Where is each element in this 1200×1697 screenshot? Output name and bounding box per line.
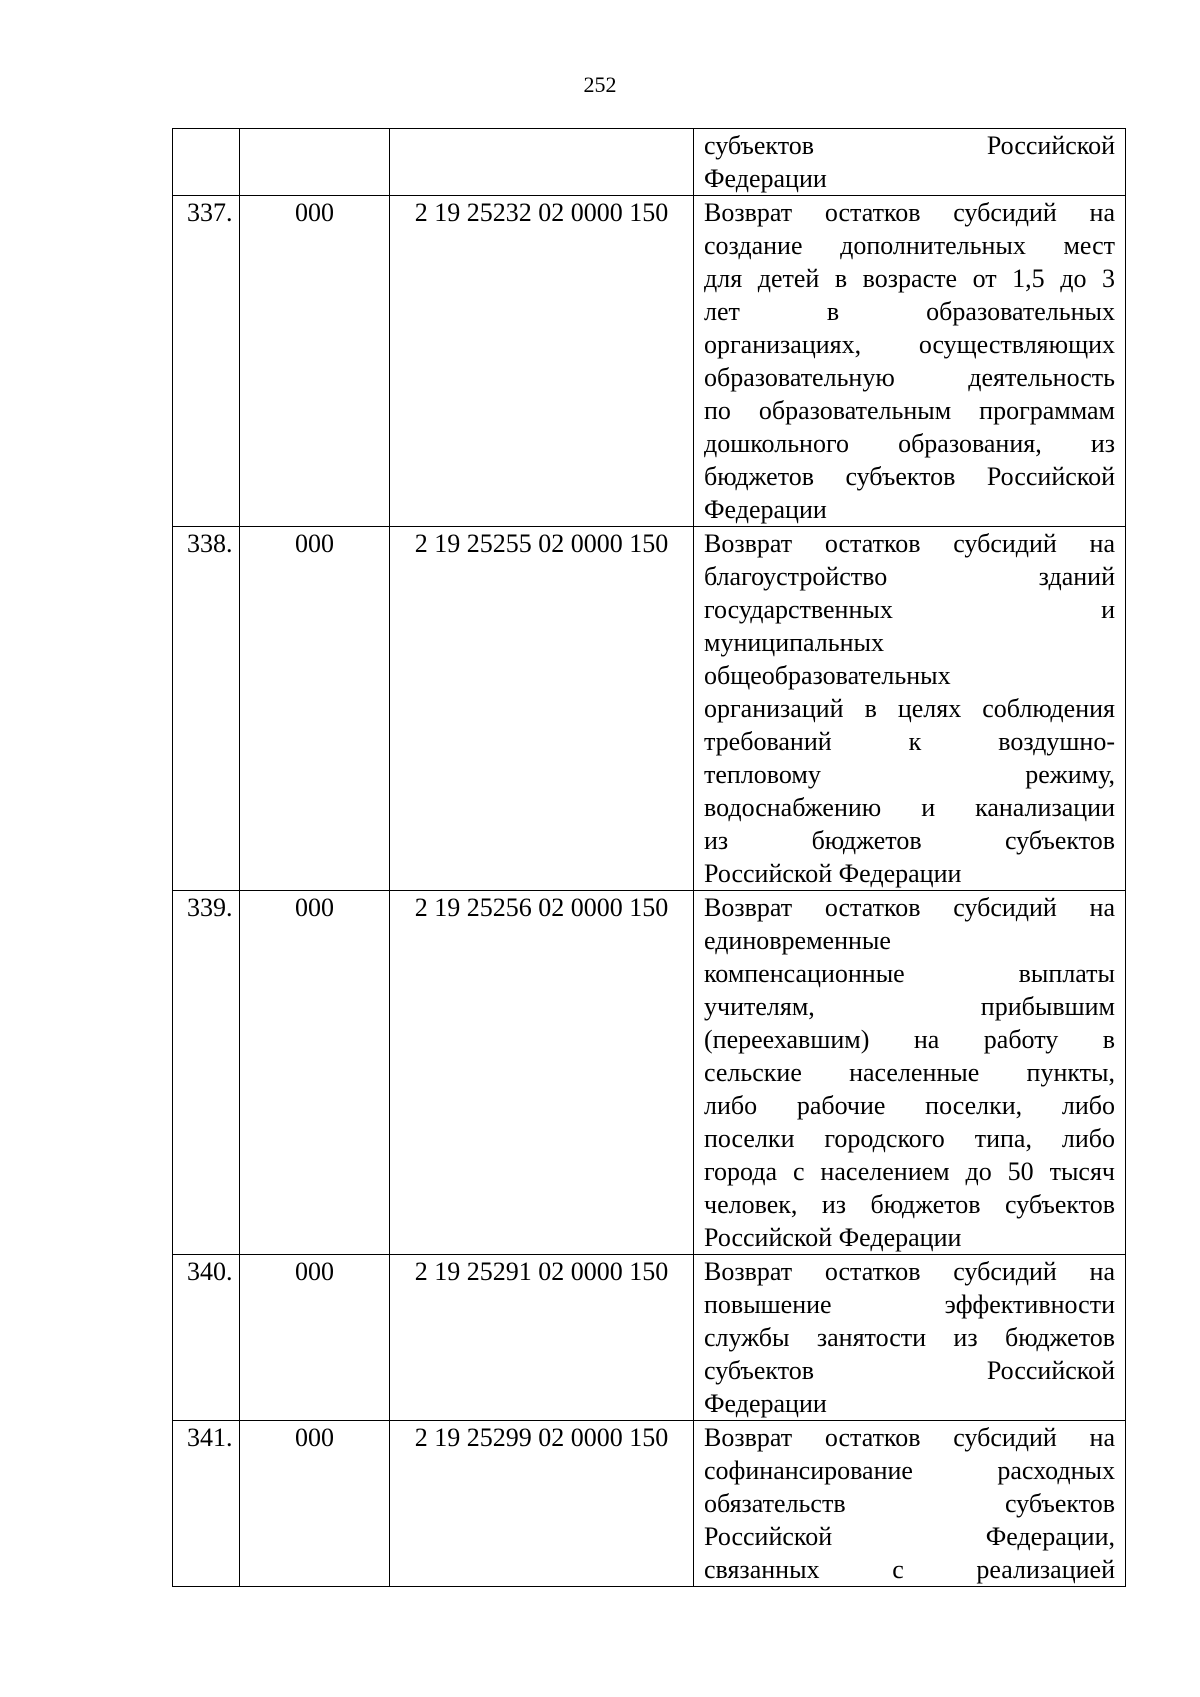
description-line: единовременные: [704, 926, 891, 955]
description-line: повышение эффективности: [704, 1290, 1115, 1319]
budget-classification-code: 2 19 25256 02 0000 150: [390, 891, 694, 1255]
description-line: Российской Федерации: [704, 859, 962, 888]
table-body: [173, 129, 1126, 1587]
budget-classification-table: [172, 128, 1126, 1587]
description-line: (переехавшим) на работу в: [704, 1025, 1115, 1054]
budget-classification-code: 2 19 25299 02 0000 150: [390, 1421, 694, 1587]
row-number: 338.: [173, 527, 240, 891]
description-line: софинансирование расходных: [704, 1456, 1115, 1485]
description-line: бюджетов субъектов Российской: [704, 462, 1115, 491]
description-line: службы занятости из бюджетов: [704, 1323, 1115, 1352]
table-row: [173, 891, 1126, 1255]
description-line: учителям, прибывшим: [704, 992, 1115, 1021]
table-row: [173, 527, 1126, 891]
description-line: связанных с реализацией: [704, 1555, 1115, 1584]
description-line: Возврат остатков субсидий на: [704, 198, 1115, 227]
description-line: субъектов Российской: [704, 131, 1115, 160]
description-line: Российской Федерации,: [704, 1522, 1115, 1551]
description-line: для детей в возрасте от 1,5 до 3: [704, 264, 1115, 293]
administrator-code: 000: [240, 196, 390, 527]
description-line: Федерации: [704, 1389, 827, 1418]
description-line: Возврат остатков субсидий на: [704, 1423, 1115, 1452]
description-line: Федерации: [704, 164, 827, 193]
description-line: общеобразовательных: [704, 661, 951, 690]
page-number: 252: [583, 72, 617, 97]
description-line: муниципальных: [704, 628, 885, 657]
row-number: 341.: [173, 1421, 240, 1587]
administrator-code: 000: [240, 1255, 390, 1421]
row-number: 339.: [173, 891, 240, 1255]
table-row: [173, 196, 1126, 527]
administrator-code: 000: [240, 891, 390, 1255]
description-line: государственных и: [704, 595, 1115, 624]
table-row: [173, 1421, 1126, 1587]
description-line: Возврат остатков субсидий на: [704, 1257, 1115, 1286]
description-line: организациях, осуществляющих: [704, 330, 1115, 359]
description-line: требований к воздушно-: [704, 727, 1115, 756]
description-line: Российской Федерации: [704, 1223, 962, 1252]
description-line: либо рабочие поселки, либо: [704, 1091, 1115, 1120]
revenue-description: [694, 891, 1126, 1255]
budget-classification-code: 2 19 25255 02 0000 150: [390, 527, 694, 891]
revenue-description: [694, 527, 1126, 891]
description-line: образовательную деятельность: [704, 363, 1115, 392]
description-line: Возврат остатков субсидий на: [704, 893, 1115, 922]
table-row: [173, 1255, 1126, 1421]
budget-classification-code: [390, 129, 694, 196]
revenue-description: [694, 196, 1126, 527]
description-line: из бюджетов субъектов: [704, 826, 1115, 855]
administrator-code: 000: [240, 1421, 390, 1587]
description-line: обязательств субъектов: [704, 1489, 1115, 1518]
administrator-code: [240, 129, 390, 196]
row-number: 340.: [173, 1255, 240, 1421]
description-line: водоснабжению и канализации: [704, 793, 1115, 822]
description-line: субъектов Российской: [704, 1356, 1115, 1385]
budget-classification-code: 2 19 25232 02 0000 150: [390, 196, 694, 527]
description-line: поселки городского типа, либо: [704, 1124, 1115, 1153]
description-line: по образовательным программам: [704, 396, 1115, 425]
description-line: благоустройство зданий: [704, 562, 1115, 591]
row-number: [173, 129, 240, 196]
budget-classification-code: 2 19 25291 02 0000 150: [390, 1255, 694, 1421]
row-number: 337.: [173, 196, 240, 527]
description-line: компенсационные выплаты: [704, 959, 1115, 988]
description-line: лет в образовательных: [704, 297, 1115, 326]
description-line: дошкольного образования, из: [704, 429, 1115, 458]
revenue-description: [694, 1255, 1126, 1421]
revenue-description: [694, 129, 1126, 196]
revenue-description: [694, 1421, 1126, 1587]
description-line: организаций в целях соблюдения: [704, 694, 1115, 723]
description-line: Федерации: [704, 495, 827, 524]
description-line: тепловому режиму,: [704, 760, 1115, 789]
description-line: сельские населенные пункты,: [704, 1058, 1115, 1087]
table-row: [173, 129, 1126, 196]
description-line: человек, из бюджетов субъектов: [704, 1190, 1115, 1219]
description-line: создание дополнительных мест: [704, 231, 1115, 260]
description-line: города с населением до 50 тысяч: [704, 1157, 1115, 1186]
administrator-code: 000: [240, 527, 390, 891]
description-line: Возврат остатков субсидий на: [704, 529, 1115, 558]
